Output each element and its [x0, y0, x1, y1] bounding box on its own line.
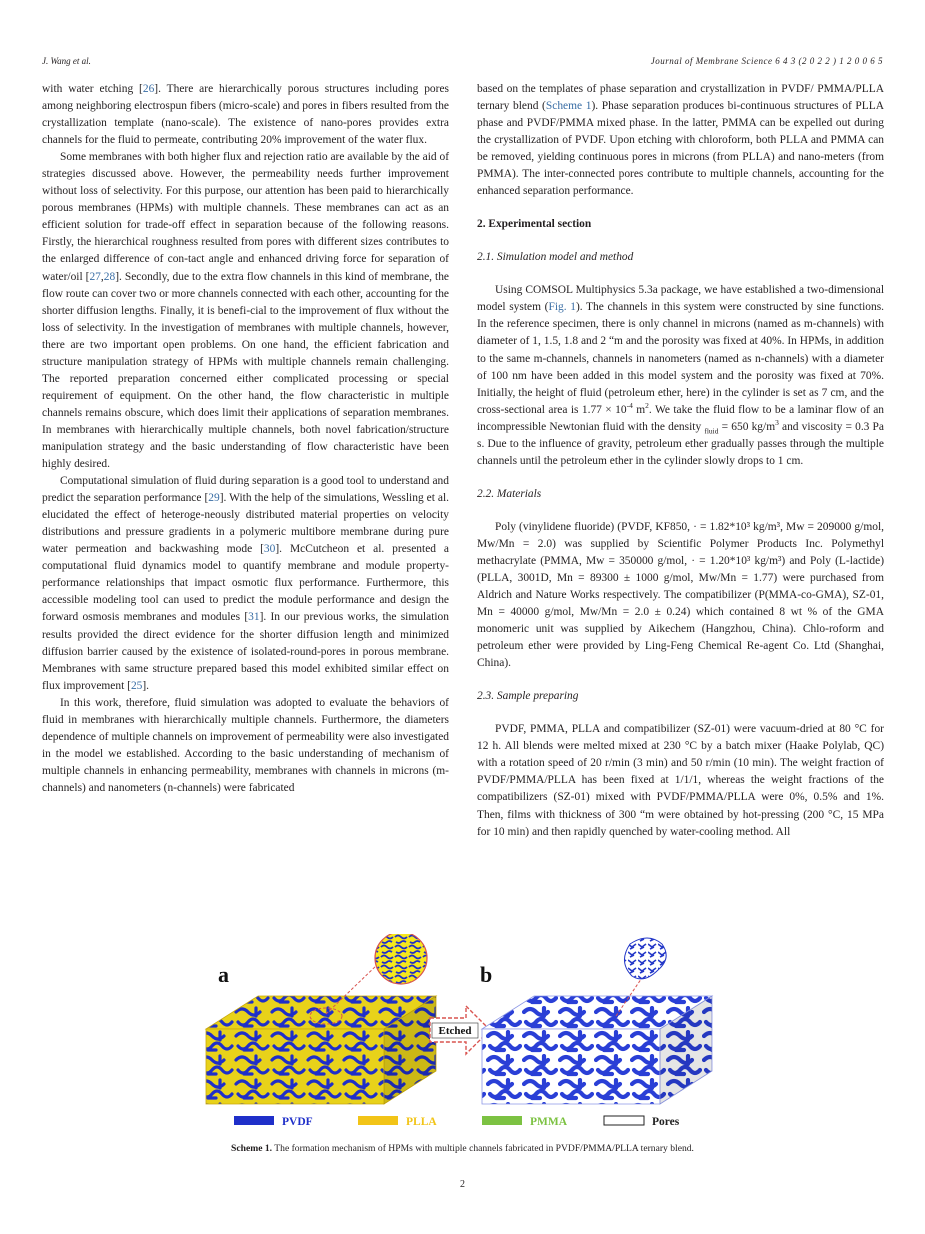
legend-label-pvdf: PVDF [282, 1116, 313, 1128]
legend-label-pores: Pores [652, 1116, 680, 1128]
citation-link[interactable]: 26 [142, 83, 155, 95]
citation-link[interactable]: 31 [248, 611, 260, 624]
scheme-illustration [198, 934, 730, 1134]
legend-label-pmma: PMMA [530, 1116, 568, 1128]
blend-block-a [206, 964, 436, 1104]
figure-link[interactable]: Fig. 1 [548, 301, 576, 314]
etched-label: Etched [438, 1025, 472, 1037]
caption-label: Scheme 1. [231, 1143, 273, 1154]
left-column [42, 81, 449, 797]
zoom-inset-a [375, 934, 427, 984]
subsection-heading: 2.1. Simulation model and method [477, 251, 634, 264]
legend-swatch-pvdf [234, 1116, 274, 1125]
legend [234, 1116, 680, 1128]
subsection-heading: 2.2. Materials [477, 487, 542, 500]
legend-swatch-plla [358, 1116, 398, 1125]
legend-label-plla: PLLA [406, 1116, 437, 1128]
page-number: 2 [460, 1179, 465, 1190]
membrane-block-b [482, 966, 712, 1104]
legend-swatch-pores [604, 1116, 644, 1125]
paragraph: Poly (vinylidene fluoride) (PVDF, KF850, · = 1.82*10³ kg/m³, Mw = 209000 g/mol, Mw/Mn = 2.0) was supplied by Scientific Polymer Products Inc. Polymethyl methacrylate (PMMA, Mw = 350000 g/mol, · = 1.20*10³ kg/m³) and Poly (L-lactide) (PLLA, 3001D, Mn = 89300 ± 1000 g/mol, Mw/Mn = 1.77) were purchased from Aldrich and Nature Works respectively. The compatibilizer (P(MMA-co-GMA), SZ-01, Mn = 40000 g/mol, Mw/Mn = 2.0 ± 0.24) which contained 8 wt % of the GMA monomeric unit was supplied by Aikechem (Hangzhou, China). Chlo-roform and petroleum ether were provided by Ling-Feng Chemical Re-agent Co. Ltd (Shanghai, China). [477, 520, 884, 670]
scheme-figure [198, 934, 730, 1134]
paragraph: Computational simulation of fluid during separation is a good tool to understand and predict the separation performance [29]. With the help of the simulations, Wessling et al. elucidated the effect of heteroge-neously distributed material properties on velocity distributions and pressure gradients in a polymeric multibore membrane during pure water permeation and backwashing mode [30]. McCutcheon et al. presented a computational fluid dynamics model to quantify membrane and module property-performance relationships that impact osmotic flux performance. Furthermore, this accessible modeling tool can used to predict the module performance and design the forward osmosis membranes and modules [31]. In our previous works, the simulation results provided the direct evidence for the shorter diffusion length and minimized diffusion barrier caused by the existence of isolated-round-pores in porous membrane. Membranes with same structure prepared based this model exhibited similar effect on flux improvement [25]. [42, 475, 450, 692]
header-authors: J. Wang et al. [42, 56, 91, 66]
paragraph: based on the templates of phase separation and crystallization in PVDF/ PMMA/PLLA ternary blend (Scheme 1). Phase separation produces bi-continuous structures of PLLA phase and PVDF/PMMA mixed phase. In the latter, PMMA can be expelled out during the crystallization of PVDF. Upon etching with chloroform, both PLLA and PMMA can be removed, yielding continuous pores in microns (from PLLA) and nano-meters (from PMMA). The inter-connected pores contribute to multiple channels, accounting for the enhanced separation performance. [477, 83, 884, 198]
subsection-heading: 2.3. Sample preparing [477, 690, 579, 703]
panel-label-b: b [480, 962, 493, 987]
section-heading: 2. Experimental section [477, 218, 592, 231]
right-column [477, 81, 884, 841]
paragraph: PVDF, PMMA, PLLA and compatibilizer (SZ-01) were vacuum-dried at 80 °C for 12 h. All blends were melted mixed at 230 °C by a batch mixer (Haake Polylab, QC) with a rotation speed of 20 r/min (3 min) and 50 r/min (10 min). The weight fraction of PVDF/PMMA/PLLA has been fixed at 1/1/1, whereas the weight fractions of the compatibilizers (SZ-01) mixed with PVDF/PMMA/PLLA were 0%, 0.5% and 1%. Then, films with thickness of 300 “m were obtained by hot-pressing (200 °C, 15 MPa for 10 min) and then rapidly quenched by water-cooling method. All [477, 723, 884, 838]
panel-label-a: a [218, 962, 229, 987]
paragraph: with water etching [26]. There are hierarchically porous structures including pores among neighboring electrospun fibers (micro-scale) and pores in fibers resulted from the crystallization template (nano-scale). The existence of nano-pores provides extra channels for the fluid to permeate, contributing 20% improvement of the water flux. [42, 83, 449, 147]
scheme-link[interactable]: Scheme 1 [545, 100, 592, 113]
header-journal: Journal of Membrane Science 6 4 3 (2 0 2 2 ) 1 2 0 0 6 5 [650, 56, 883, 66]
zoom-inset-b [624, 938, 666, 979]
figure-caption [42, 1143, 883, 1154]
citation-link[interactable]: 25 [130, 679, 143, 692]
etched-arrow [430, 1006, 490, 1054]
paragraph: Some membranes with both higher flux and rejection ratio are available by the aid of strategies discussed above. However, the permeability needs further improvement without loss of selectivity. For this purpose, our attention has been paid to hierarchically porous membranes (HPMs) with multiple channels. These membranes can act as an efficient solution for trade-off effect in separation because of the following reasons. Firstly, the hierarchical roughness resulted from pores with different sizes contributes to the enlarged difference of con-tact angle and enhanced driving force for separation of water/oil [27,28]. Secondly, due to the extra flow channels in this kind of membrane, the flow route can cover two or more channels connected with each other, accounting for the shorter diffusion lengths. Finally, it is benefi-cial to the improvement of flux without the loss of selectivity. In the investigation of membranes with multiple channels, however, there are two important open problems. On one hand, the efficient fabrication and structure manipulation strategy of HPMs with multiple channels remain challenging. The reported preparation concerned either complicated processing or special requirement of equipment. On the other hand, the flow characteristic in multiple channels remains obscure, which does limit their applications of separation membranes. In membranes with hierarchically multiple channels, both novel fabrication/structure manipulation strategy and the basic understanding of flow characteristic have been highly desired. [42, 151, 449, 471]
citation-link[interactable]: 30 [263, 543, 276, 556]
citation-link[interactable]: 29 [208, 492, 220, 505]
legend-swatch-pmma [482, 1116, 522, 1125]
paragraph: In this work, therefore, fluid simulation was adopted to evaluate the behaviors of fluid in membranes with hierarchically multiple channels. Furthermore, the diameters dependence of multiple channels on improvement of permeability were also investigated in the model we established. According to the basic understanding of mechanism of multiple channels in enhancing permeability, membranes with channels in microns (m-channels) and nanometers (n-channels) were fabricated [42, 696, 449, 794]
citation-link[interactable]: 27 [89, 270, 101, 283]
citation-link[interactable]: 28 [103, 270, 116, 283]
paragraph: Using COMSOL Multiphysics 5.3a package, we have established a two-dimensional model system (Fig. 1). The channels in this system were constructed by sine functions. In the reference specimen, there is only channel in microns (named as m-channels) with diameter of 1, 1.5, 1.8 and 2 “m and the porosity was fixed at 40%. In HPMs, in addition to the same m-channels, channels in nanometers (named as n-channels) with a diameter of 100 nm have been added in this model system and the porosity was fixed at 70%. Initially, the height of fluid (petroleum ether, here) in the cylinder is set as 7 cm, and the cross-sectional area is $1.77 \times 10^{-4}$ $m^2$. We take the fluid flow to be a laminar flow of an incompressible Newtonian fluid with the density $_{fluid}$ = 650 $kg/m^3$ and viscosity = 0.3 Pa s. Due to the influence of gravity, petroleum ether gradually passes through the multiple channels until the petroleum ether in the cylinder slowly drops to 1 cm. [477, 284, 884, 467]
running-header [42, 56, 883, 70]
caption-text: The formation mechanism of HPMs with multiple channels fabricated in PVDF/PMMA/PLLA ternary blend. [272, 1143, 694, 1154]
